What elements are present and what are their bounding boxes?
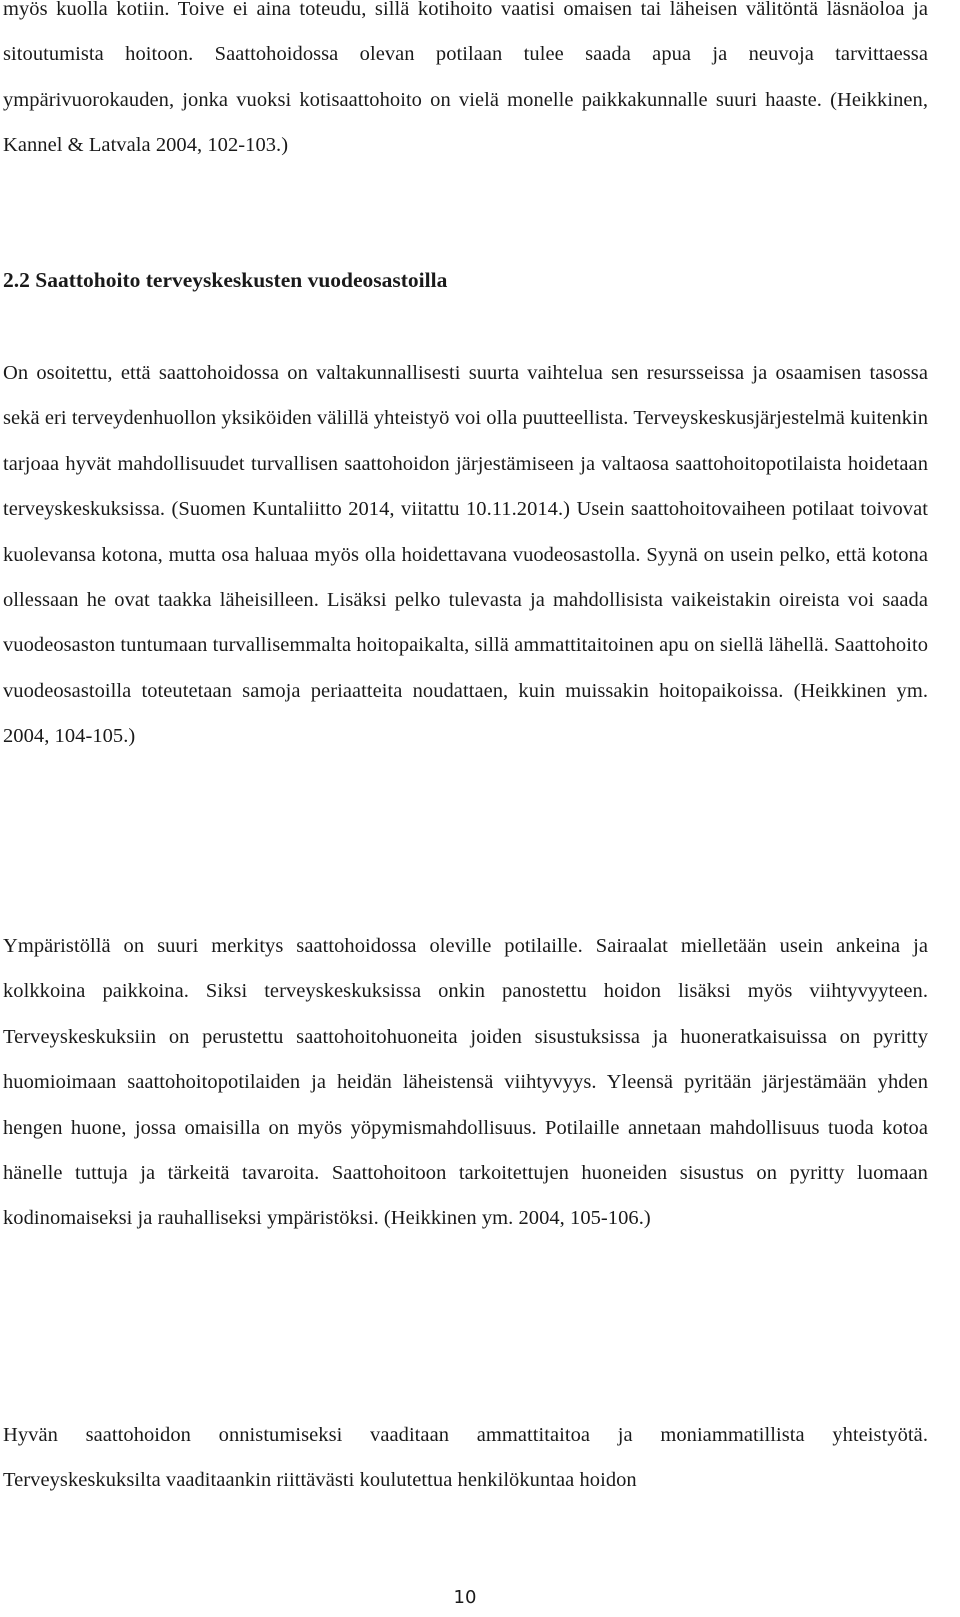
body-paragraph-1: On osoitettu, että saattohoidossa on valtakunnallisesti suurta vaihtelua sen resursseissa ja osaamisen tasossa sekä eri terveydenhuollon yksiköiden välillä yhteistyö voi olla puutteellista. Terveyskeskusjärjestelmä kuitenkin tarjoaa hyvät mahdollisuudet turvallisen saattohoidon järjestämiseen ja valtaosa saattohoitopotilaista hoidetaan terveyskeskuksissa. (Suomen Kuntaliitto 2014, viitattu 10.11.2014.) Usein saattohoitovaiheen potilaat toivovat kuolevansa kotona, mutta osa haluaa myös olla hoidettavana vuodeosastolla. Syynä on usein pelko, että kotona ollessaan he ovat taakka läheisilleen. Lisäksi pelko tulevasta ja mahdollisista vaikeistakin oireista voi saada vuodeosaston tuntumaan turvallisemmalta hoitopaikalta, sillä ammattitaitoinen apu on siellä lähellä. Saattohoito vuodeosastoilla toteutetaan samoja periaatteita noudattaen, kuin muissakin hoitopaikoissa. (Heikkinen ym. 2004, 104-105.)	[3, 362, 928, 748]
body-paragraph-3: Hyvän saattohoidon onnistumiseksi vaaditaan ammattitaitoa ja moniammatillista yhteistyötä. Terveyskeskuksilta vaaditaankin riittävästi koulutettua henkilökuntaa hoidon	[3, 1424, 928, 1492]
section-heading: 2.2 Saattohoito terveyskeskusten vuodeosastoilla	[3, 268, 448, 292]
intro-paragraph: myös kuolla kotiin. Toive ei aina toteudu, sillä kotihoito vaatisi omaisen tai läheisen välitöntä läsnäoloa ja sitoutumista hoitoon. Saattohoidossa olevan potilaan tulee saada apua ja neuvoja tarvittaessa ympärivuorokauden, jonka vuoksi kotisaattohoito on vielä monelle paikkakunnalle suuri haaste. (Heikkinen, Kannel & Latvala 2004, 102-103.)	[3, 0, 928, 157]
page-number: 10	[453, 1587, 477, 1608]
body-paragraph-2: Ympäristöllä on suuri merkitys saattohoidossa oleville potilaille. Sairaalat mielletään usein ankeina ja kolkkoina paikkoina. Siksi terveyskeskuksissa onkin panostettu hoidon lisäksi myös viihtyvyyteen. Terveyskeskuksiin on perustettu saattohoitohuoneita joiden sisustuksissa ja huoneratkaisuissa on pyritty huomioimaan saattohoitopotilaiden ja heidän läheistensä viihtyvyys. Yleensä pyritään järjestämään yhden hengen huone, jossa omaisilla on myös yöpymismahdollisuus. Potilaille annetaan mahdollisuus tuoda kotoa hänelle tuttuja ja tärkeitä tavaroita. Saattohoitoon tarkoitettujen huoneiden sisustus on pyritty luomaan kodinomaiseksi ja rauhalliseksi ympäristöksi. (Heikkinen ym. 2004, 105-106.)	[3, 935, 928, 1230]
